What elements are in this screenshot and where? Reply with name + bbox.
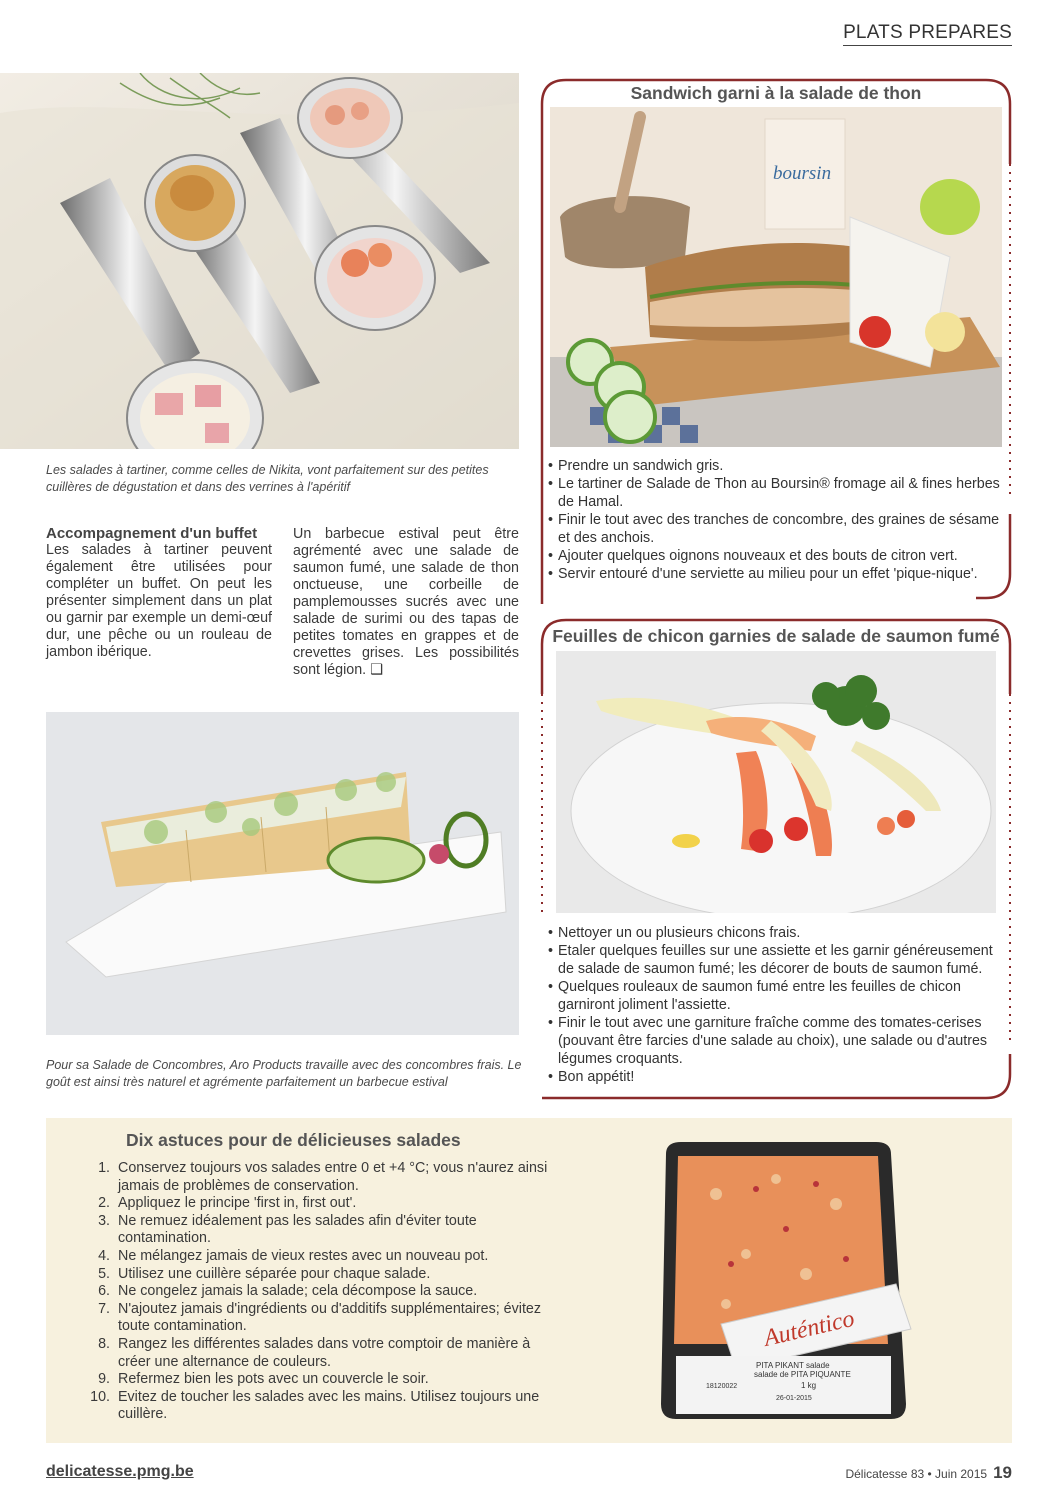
recipe1-steps: [548, 457, 1000, 583]
tip-item: 10. Evitez de toucher les salades avec les mains. Utilisez toujours une cuillère.: [90, 1388, 540, 1423]
chicory-photo: [556, 651, 996, 913]
sandwich-photo: [550, 107, 1002, 447]
article-col2-text: Un barbecue estival peut être agrémenté avec une salade de saumon fumé, une salade de thon onctueuse, une corbeille de pamplemousses sucrés avec une salade de surimi ou des tapas de petites tomates en grappes et de crevettes grises. Les possibilités sont légion.: [293, 526, 519, 678]
recipe2-steps: [548, 924, 1004, 1086]
tips-box: [46, 1118, 1012, 1443]
recipe1-step: • Ajouter quelques oignons nouveaux et des bouts de citron vert.: [548, 547, 1000, 565]
section-label: PLATS PREPARES: [843, 22, 1012, 46]
footer-issue: [845, 1463, 1012, 1483]
tips-title: Dix astuces pour de délicieuses salades: [126, 1130, 461, 1150]
tip-item: 3. Ne remuez idéalement pas les salades afin d'éviter toute contamination.: [98, 1212, 477, 1247]
end-mark-icon: ❑: [370, 662, 383, 678]
spoons-illustration: [0, 73, 519, 449]
product-date: 26-01-2015: [776, 1395, 812, 1402]
recipe2-step: • Finir le tout avec une garniture fraîche comme des tomates-cerises (pouvant être farcies d'une salade au choix), une salade ou d'autres légumes croquants.: [548, 1014, 1004, 1068]
product-code: 18120022: [706, 1383, 738, 1390]
spoons-photo: [0, 73, 519, 449]
tip-item: 9. Refermez bien les pots avec un couvercle le soir.: [98, 1371, 429, 1388]
product-weight: 1 kg: [801, 1381, 817, 1390]
chicory-illustration: [556, 651, 996, 913]
product-label-1: PITA PIKANT salade: [756, 1361, 830, 1370]
article-col1-text: Les salades à tartiner peuvent également être utilisées pour compléter un buffet. On peut les présenter simplement dans un plat ou garnir par exemple un demi-œuf dur, une pêche ou un rouleau de jambon ibérique.: [46, 542, 272, 660]
footer-site-link[interactable]: delicatesse.pmg.be: [46, 1463, 194, 1480]
cucumber-illustration: [46, 712, 519, 1035]
cucumber-caption: Pour sa Salade de Concombres, Aro Products travaille avec des concombres frais. Le goût est ainsi très naturel et agrémente parfaitement un barbecue estival: [46, 1058, 522, 1089]
article-heading: Accompagnement d'un buffet: [46, 525, 258, 542]
recipe2-step: • Nettoyer un ou plusieurs chicons frais.: [548, 924, 1004, 942]
recipe2-step: • Etaler quelques feuilles sur une assiette et les garnir généreusement de salade de saumon fumé; les décorer de bouts de saumon fumé.: [548, 942, 1004, 978]
sandwich-illustration: [550, 107, 1002, 447]
tip-item: 1. Conservez toujours vos salades entre 0 et +4 °C; vous n'aurez ainsi jamais de problèmes de conservation.: [98, 1160, 548, 1194]
tip-item: 2. Appliquez le principe 'first in, first out'.: [98, 1195, 357, 1212]
recipe1-step: • Finir le tout avec des tranches de concombre, des graines de sésame et des anchois.: [548, 511, 1000, 547]
boursin-logo: boursin: [773, 163, 832, 184]
tip-item: 8. Rangez les différentes salades dans votre comptoir de manière à créer une alternance de couleurs.: [98, 1335, 531, 1370]
autentico-logo: Auténtico: [761, 1305, 857, 1352]
tip-item: 7. N'ajoutez jamais d'ingrédients ou d'additifs supplémentaires; évitez toute contamination.: [98, 1300, 542, 1335]
cucumber-photo: [46, 712, 519, 1035]
recipe2-title: Feuilles de chicon garnies de salade de saumon fumé: [552, 626, 1000, 646]
tips-list: [86, 1160, 556, 1424]
recipe1-title: Sandwich garni à la salade de thon: [630, 83, 922, 103]
recipe1-step: • Prendre un sandwich gris.: [548, 457, 1000, 475]
tip-item: 5. Utilisez une cuillère séparée pour chaque salade.: [98, 1265, 431, 1282]
page-number: 19: [993, 1463, 1012, 1482]
recipe2-step: • Quelques rouleaux de saumon fumé entre les feuilles de chicon garniront joliment l'assiette.: [548, 978, 1004, 1014]
issue-label: Délicatesse 83 • Juin 2015: [845, 1467, 988, 1481]
tip-item: 6. Ne congelez jamais la salade; cela décompose la sauce.: [98, 1283, 478, 1300]
recipe1-step: • Servir entouré d'une serviette au milieu pour un effet 'pique-nique'.: [548, 565, 1000, 583]
product-tub: [636, 1134, 936, 1434]
article-column-1: [46, 526, 272, 661]
recipe1-step: • Le tartiner de Salade de Thon au Boursin® fromage ail & fines herbes de Hamal.: [548, 475, 1000, 511]
product-label-2: salade de PITA PIQUANTE: [754, 1370, 851, 1379]
article-column-2: [293, 526, 519, 679]
spoons-caption: Les salades à tartiner, comme celles de Nikita, vont parfaitement sur des petites cuillères de dégustation et dans des verrines à l'apéritif: [46, 463, 489, 494]
tip-item: 4. Ne mélangez jamais de vieux restes avec un nouveau pot.: [98, 1247, 489, 1264]
recipe2-step: • Bon appétit!: [548, 1068, 1004, 1086]
